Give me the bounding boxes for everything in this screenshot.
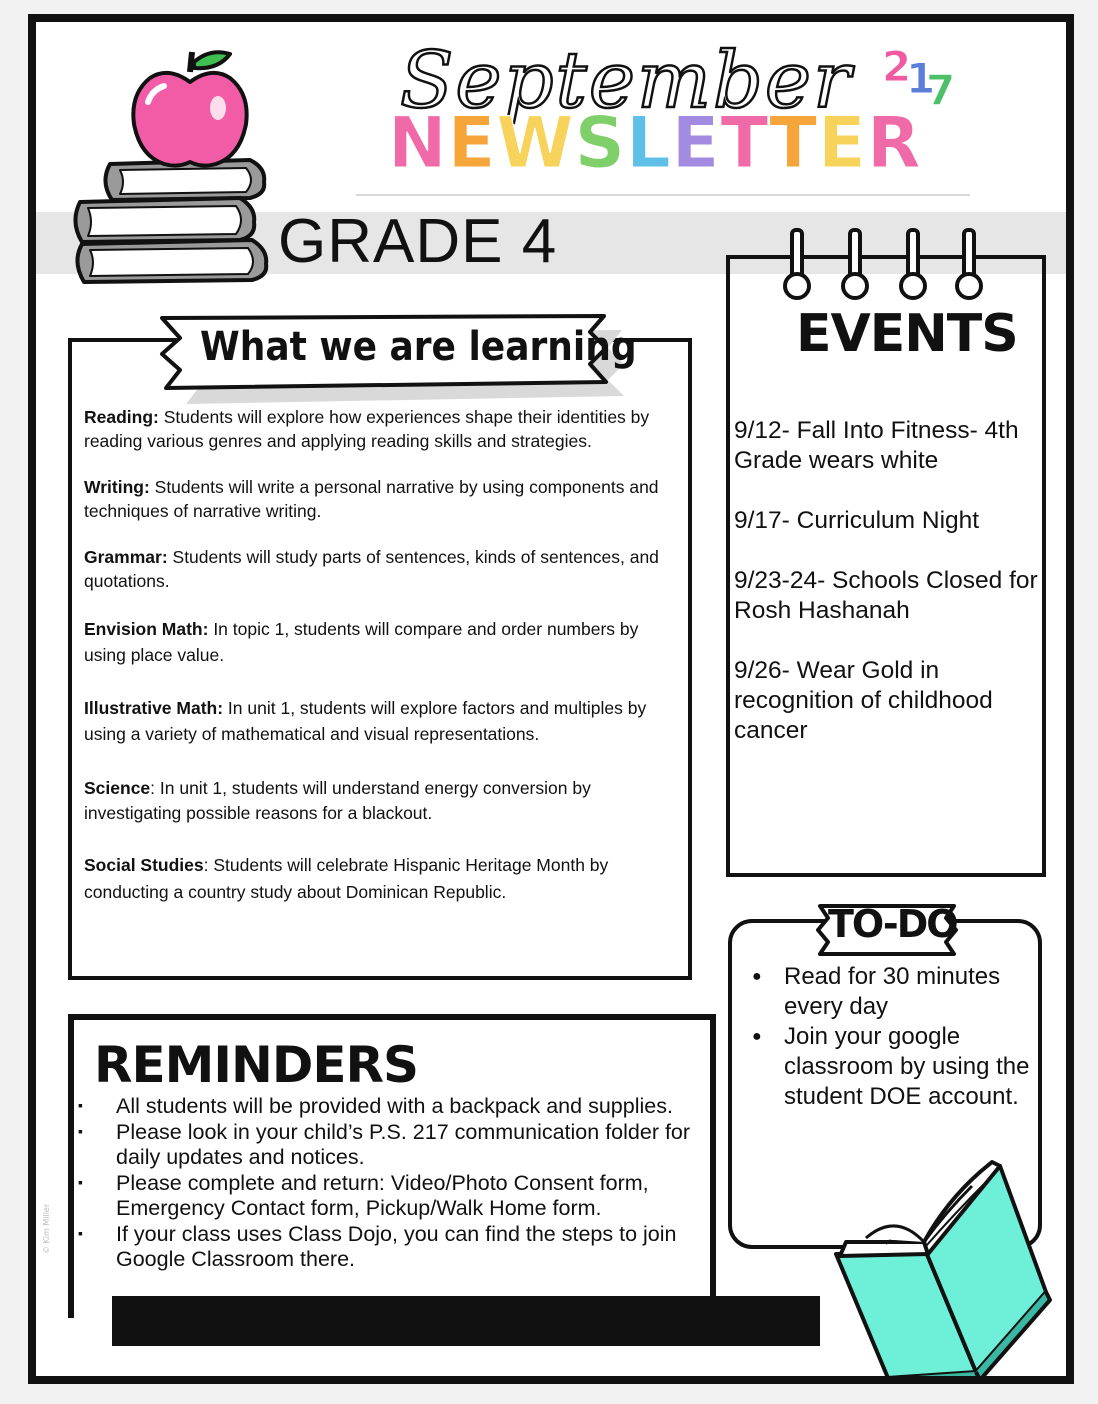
- event-item: 9/17- Curriculum Night: [734, 507, 980, 534]
- reminder-item: ▪ All students will be provided with a backpack and supplies.: [76, 1094, 706, 1120]
- reminder-item: ▪ If your class uses Class Dojo, you can find the steps to join Google Classroom there.: [76, 1222, 706, 1273]
- newsletter-title: N E W S L E T T E R: [388, 102, 920, 184]
- todo-item: ● Join your google classroom by using the student DOE account.: [748, 1022, 1044, 1112]
- event-item: 9/26- Wear Gold in recognition of childhood cancer: [734, 657, 993, 744]
- subject-science: Science: In unit 1, students will understand energy conversion by investigating possible reasons for a blackout.: [84, 777, 591, 823]
- spiral-rings-icon: [774, 228, 994, 304]
- reminders-footer-bar: [112, 1296, 820, 1346]
- newsletter-page: [28, 14, 1074, 1384]
- open-book-icon: [796, 1142, 1058, 1384]
- todo-item: ● Read for 30 minutes every day: [748, 962, 1044, 1022]
- reminders-list: [76, 1094, 706, 1273]
- event-item: 9/12- Fall Into Fitness- 4th Grade wears white: [734, 417, 1019, 474]
- todo-title: TO-DO: [828, 902, 957, 946]
- subject-illustrative-math: Illustrative Math: In unit 1, students will explore factors and multiples by using a variety of mathematical and visual representations.: [84, 698, 647, 745]
- copyright-credit: © Kim Miller: [42, 1203, 51, 1254]
- event-item: 9/23-24- Schools Closed for Rosh Hashanah: [734, 567, 1038, 624]
- september-script-title: September: [400, 36, 853, 126]
- apple-books-icon: [60, 44, 290, 284]
- title-divider: [356, 194, 970, 196]
- school-number: 2 1 7: [882, 42, 955, 115]
- subject-social-studies: Social Studies: Students will celebrate Hispanic Heritage Month by conducting a country study about Dominican Republic.: [84, 855, 609, 902]
- subject-writing: Writing: Students will write a personal narrative by using components and techniques of narrative writing.: [84, 476, 659, 521]
- grade-heading: GRADE 4: [278, 207, 558, 276]
- todo-list: [748, 962, 1044, 1112]
- learning-banner-label: What we are learning: [200, 324, 637, 370]
- subject-reading: Reading: Students will explore how experiences shape their identities by reading various genres and applying reading skills and strategies.: [84, 407, 650, 451]
- subject-grammar: Grammar: Students will study parts of sentences, kinds of sentences, and quotations.: [84, 546, 659, 591]
- reminders-title: REMINDERS: [94, 1036, 419, 1094]
- learning-content: [84, 406, 684, 905]
- reminder-item: ▪ Please look in your child’s P.S. 217 communication folder for daily updates and notices.: [76, 1120, 706, 1171]
- events-title: EVENTS: [796, 304, 1018, 364]
- reminder-item: ▪ Please complete and return: Video/Photo Consent form, Emergency Contact form, Pickup/Walk Home form.: [76, 1171, 706, 1222]
- subject-envision-math: Envision Math: In topic 1, students will compare and order numbers by using place value.: [84, 618, 639, 666]
- events-list: [734, 416, 1042, 746]
